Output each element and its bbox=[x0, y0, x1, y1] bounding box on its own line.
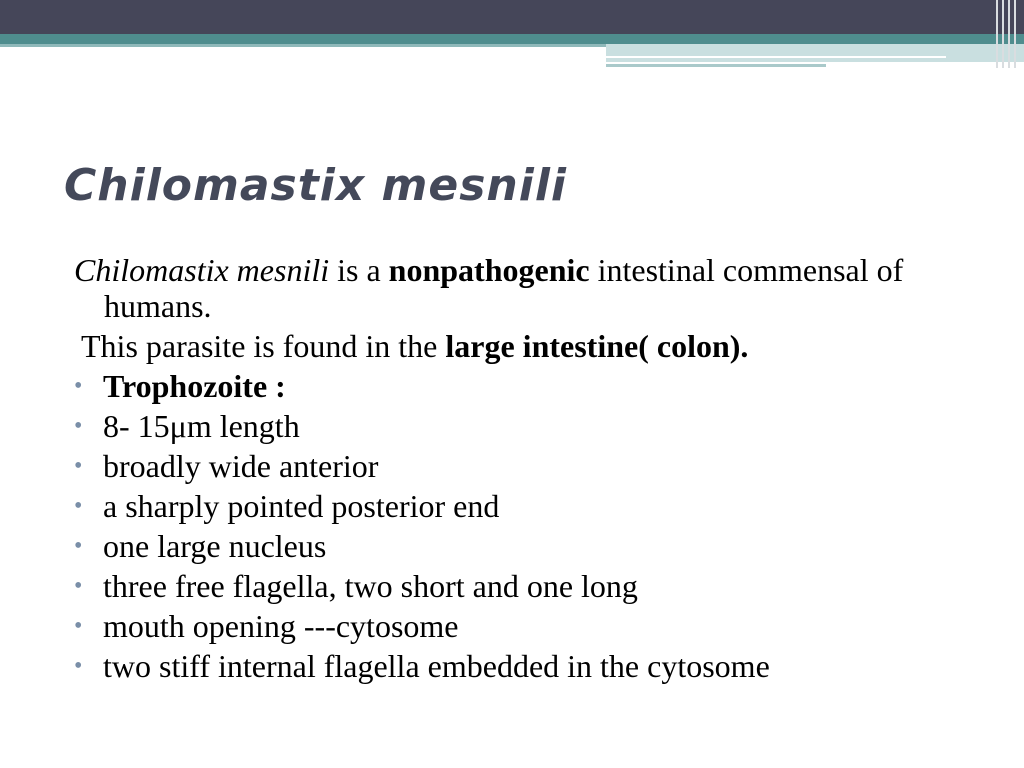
location-bold-term: large intestine( colon). bbox=[445, 328, 749, 364]
bullet-text: two stiff internal flagella embedded in the cytosome bbox=[103, 648, 770, 684]
bullet-text: a sharply pointed posterior end bbox=[103, 488, 500, 524]
bullet-dot-icon: • bbox=[74, 413, 83, 439]
bullet-list bbox=[74, 368, 974, 688]
bullet-text: Trophozoite : bbox=[103, 368, 286, 404]
header-light-band bbox=[606, 44, 1024, 62]
slide-title: Chilomastix mesnili bbox=[64, 160, 567, 211]
location-paragraph bbox=[74, 328, 974, 364]
header-teal-line bbox=[0, 44, 606, 47]
location-text: This parasite is found in the bbox=[81, 328, 446, 364]
bullet-text: broadly wide anterior bbox=[103, 448, 379, 484]
bullet-text: 8- 15μm length bbox=[103, 408, 300, 444]
bullet-text: one large nucleus bbox=[103, 528, 327, 564]
intro-text-2: intestinal commensal of humans. bbox=[104, 252, 904, 324]
bullet-item bbox=[74, 568, 974, 608]
bullet-item bbox=[74, 488, 974, 528]
intro-bold-term: nonpathogenic bbox=[388, 252, 590, 288]
bullet-dot-icon: • bbox=[74, 533, 83, 559]
bullet-item bbox=[74, 648, 974, 688]
header-dark-bar bbox=[0, 0, 1024, 34]
bullet-text: mouth opening ---cytosome bbox=[103, 608, 459, 644]
bullet-item bbox=[74, 408, 974, 448]
intro-text-1: is a bbox=[329, 252, 389, 288]
header-vertical-stripes bbox=[994, 0, 1024, 68]
intro-species-name: Chilomastix mesnili bbox=[74, 252, 330, 288]
header-accent-line-2 bbox=[606, 64, 826, 67]
header-accent-line bbox=[606, 56, 946, 58]
bullet-item bbox=[74, 528, 974, 568]
bullet-dot-icon: • bbox=[74, 573, 83, 599]
bullet-item bbox=[74, 368, 974, 408]
intro-paragraph bbox=[74, 252, 974, 324]
bullet-dot-icon: • bbox=[74, 653, 83, 679]
bullet-dot-icon: • bbox=[74, 613, 83, 639]
bullet-text: three free flagella, two short and one long bbox=[103, 568, 638, 604]
bullet-item bbox=[74, 608, 974, 648]
slide-body bbox=[74, 252, 974, 688]
bullet-item bbox=[74, 448, 974, 488]
bullet-dot-icon: • bbox=[74, 373, 83, 399]
header-teal-band bbox=[0, 34, 1024, 44]
bullet-dot-icon: • bbox=[74, 453, 83, 479]
bullet-dot-icon: • bbox=[74, 493, 83, 519]
